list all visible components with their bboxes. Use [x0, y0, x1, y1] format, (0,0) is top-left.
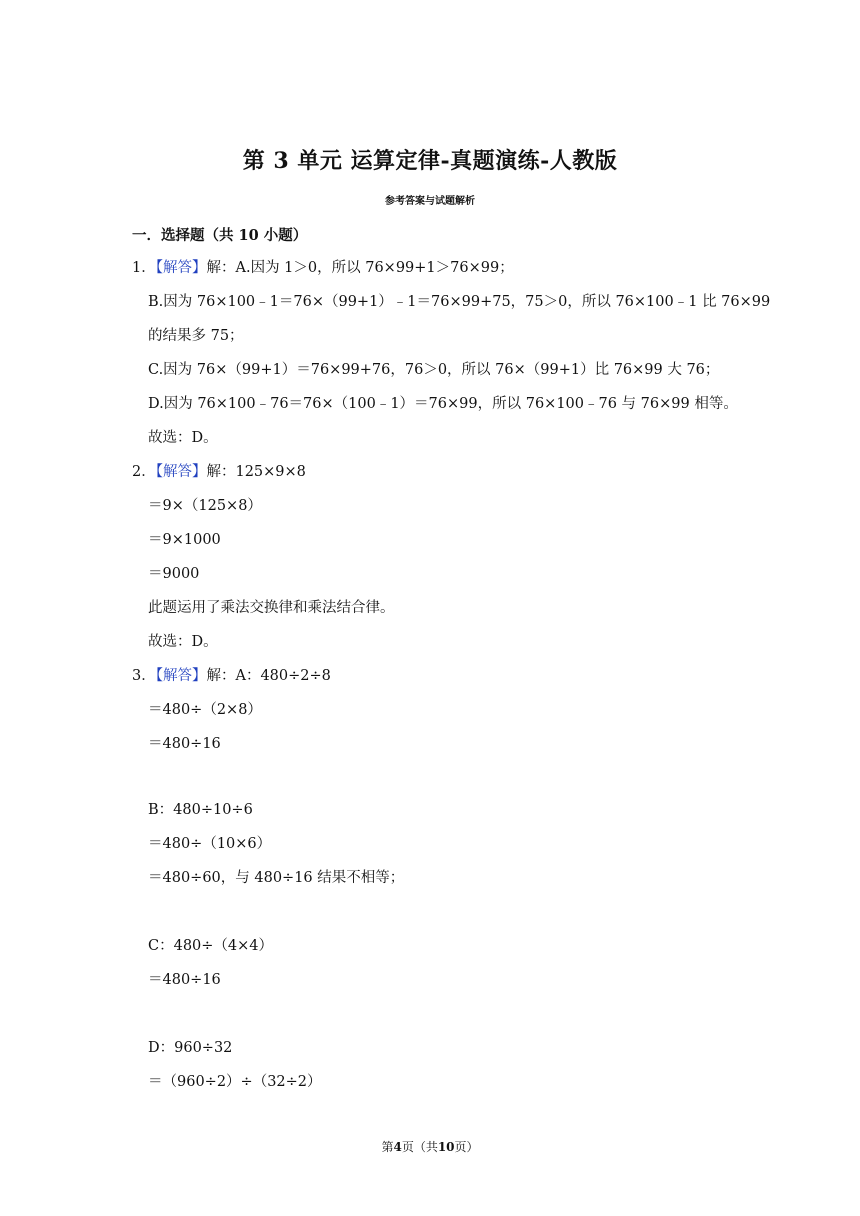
footer-suffix: 页）	[454, 1140, 479, 1154]
solution-text: 解：A：480÷2÷8	[206, 668, 331, 684]
solution-line: 的结果多 75；	[148, 328, 244, 344]
solution-line: C：480÷（4×4）	[148, 938, 274, 954]
answer-choice-line: 故选：D。	[148, 634, 218, 650]
solution-line: ＝480÷16	[148, 736, 221, 752]
solution-line: 此题运用了乘法交换律和乘法结合律。	[148, 600, 395, 616]
footer-prefix: 第	[381, 1140, 394, 1154]
solution-line: ＝480÷60，与 480÷16 结果不相等；	[148, 870, 405, 886]
page-subtitle: 参考答案与试题解析	[385, 196, 475, 207]
question-number: 1．	[132, 260, 156, 276]
solution-line: C.因为 76×（99+1）＝76×99+76，76＞0，所以 76×（99+1）比 76×99 大 76；	[148, 362, 720, 378]
footer-total-pages: 10	[437, 1140, 455, 1154]
solution-text: 解：125×9×8	[206, 464, 306, 480]
footer-middle: 页（共	[401, 1140, 438, 1154]
answer-tag: 【解答】	[155, 668, 207, 684]
section-heading: 一．选择题（共 10 小题）	[132, 227, 308, 244]
question-2-line-1	[132, 462, 306, 482]
question-3-line-1	[132, 666, 331, 686]
solution-line: ＝（960÷2）÷（32÷2）	[148, 1074, 322, 1090]
solution-line: ＝480÷（10×6）	[148, 836, 272, 852]
solution-line: ＝480÷16	[148, 972, 221, 988]
answer-tag: 【解答】	[155, 260, 207, 276]
solution-text: 解：A.因为 1＞0，所以 76×99+1＞76×99；	[206, 260, 514, 276]
solution-line: ＝480÷（2×8）	[148, 702, 262, 718]
solution-line: D：960÷32	[148, 1040, 233, 1056]
solution-line: ＝9000	[148, 566, 200, 582]
question-number: 2．	[132, 464, 156, 480]
page-footer	[0, 1138, 860, 1155]
solution-line: B.因为 76×100﹣1＝76×（99+1）﹣1＝76×99+75，75＞0，所以 76×100﹣1 比 76×99	[148, 294, 771, 310]
solution-line: B：480÷10÷6	[148, 802, 253, 818]
solution-line: ＝9×（125×8）	[148, 498, 262, 514]
footer-page-number: 4	[393, 1140, 402, 1154]
solution-line: D.因为 76×100﹣76＝76×（100﹣1）＝76×99，所以 76×100﹣76 与 76×99 相等。	[148, 396, 738, 412]
solution-line: ＝9×1000	[148, 532, 221, 548]
question-number: 3．	[132, 668, 156, 684]
answer-tag: 【解答】	[155, 464, 207, 480]
answer-choice-line: 故选：D。	[148, 430, 218, 446]
page-title: 第 3 单元 运算定律-真题演练-人教版	[242, 148, 618, 174]
question-1-line-1	[132, 258, 514, 278]
